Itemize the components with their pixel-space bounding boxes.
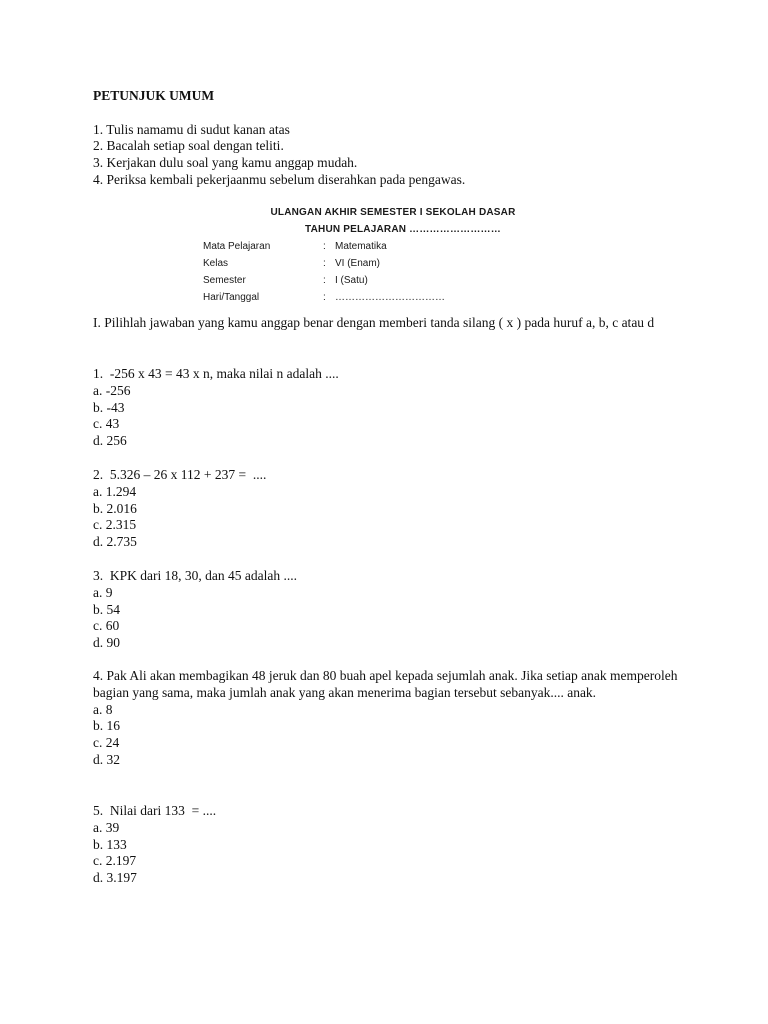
exam-info-row [203,238,563,255]
exam-header [203,204,563,306]
answer-option: a. 9 [93,584,113,600]
answer-option: d. 90 [93,635,120,651]
question-3 [93,568,708,652]
answer-option: a. -256 [93,382,131,398]
answer-option: d. 256 [93,433,127,449]
exam-info-row [203,272,563,289]
question-1 [93,366,708,450]
info-colon: : [323,258,326,269]
answer-option: c. 43 [93,416,120,432]
info-value: Matematika [335,241,387,252]
answer-option: c. 2.197 [93,853,137,869]
exam-title: ULANGAN AKHIR SEMESTER I SEKOLAH DASAR [270,207,516,218]
answer-option: b. -43 [93,399,125,415]
exam-info-row [203,289,563,306]
answer-option: c. 24 [93,735,120,751]
answer-option: a. 8 [93,701,113,717]
answer-option: a. 39 [93,819,120,835]
question-4 [93,668,688,769]
section-instruction-text: I. Pilihlah jawaban yang kamu anggap benar dengan memberi tanda silang ( x ) pada huruf a, b, c atau d [93,315,655,330]
question-text: 4. Pak Ali akan membagikan 48 jeruk dan 80 buah apel kepada sejumlah anak. Jika setiap anak memperoleh bagian yang sama, maka jumlah anak yang akan menerima bagian tersebut sebanyak.... anak. [93,668,678,700]
info-value: VI (Enam) [335,258,381,269]
info-label: Semester [203,275,246,286]
info-label: Kelas [203,258,229,269]
info-label: Hari/Tanggal [203,292,260,303]
answer-option: c. 60 [93,618,120,634]
question-text: 2. 5.326 – 26 x 112 + 237 = .... [93,467,267,482]
info-colon: : [323,241,326,252]
answer-option: d. 2.735 [93,534,137,550]
info-value: …………………………… [335,292,445,303]
instruction-item: 4. Periksa kembali pekerjaanmu sebelum diserahkan pada pengawas. [93,171,466,187]
info-colon: : [323,275,326,286]
answer-option: b. 133 [93,836,127,852]
instructions-heading: PETUNJUK UMUM [93,88,215,103]
section-instruction [93,315,698,332]
answer-option: c. 2.315 [93,517,137,533]
instruction-item: 1. Tulis namamu di sudut kanan atas [93,121,290,137]
answer-option: b. 16 [93,718,120,734]
instruction-item: 3. Kerjakan dulu soal yang kamu anggap mudah. [93,155,358,171]
answer-option: a. 1.294 [93,483,137,499]
question-5 [93,803,708,887]
question-text: 5. Nilai dari 133 = .... [93,803,217,818]
info-value: I (Satu) [335,275,368,286]
instruction-item: 2. Bacalah setiap soal dengan teliti. [93,138,284,154]
answer-option: d. 32 [93,751,120,767]
exam-info-row [203,255,563,272]
answer-option: b. 54 [93,601,120,617]
answer-option: d. 3.197 [93,870,137,886]
question-text: 1. -256 x 43 = 43 x n, maka nilai n adalah .... [93,366,339,381]
exam-year: TAHUN PELAJARAN ……………………… [305,224,501,235]
question-2 [93,467,708,551]
general-instructions [93,88,708,189]
info-label: Mata Pelajaran [203,241,271,252]
answer-option: b. 2.016 [93,500,137,516]
question-text: 3. KPK dari 18, 30, dan 45 adalah .... [93,568,297,583]
info-colon: : [323,292,326,303]
